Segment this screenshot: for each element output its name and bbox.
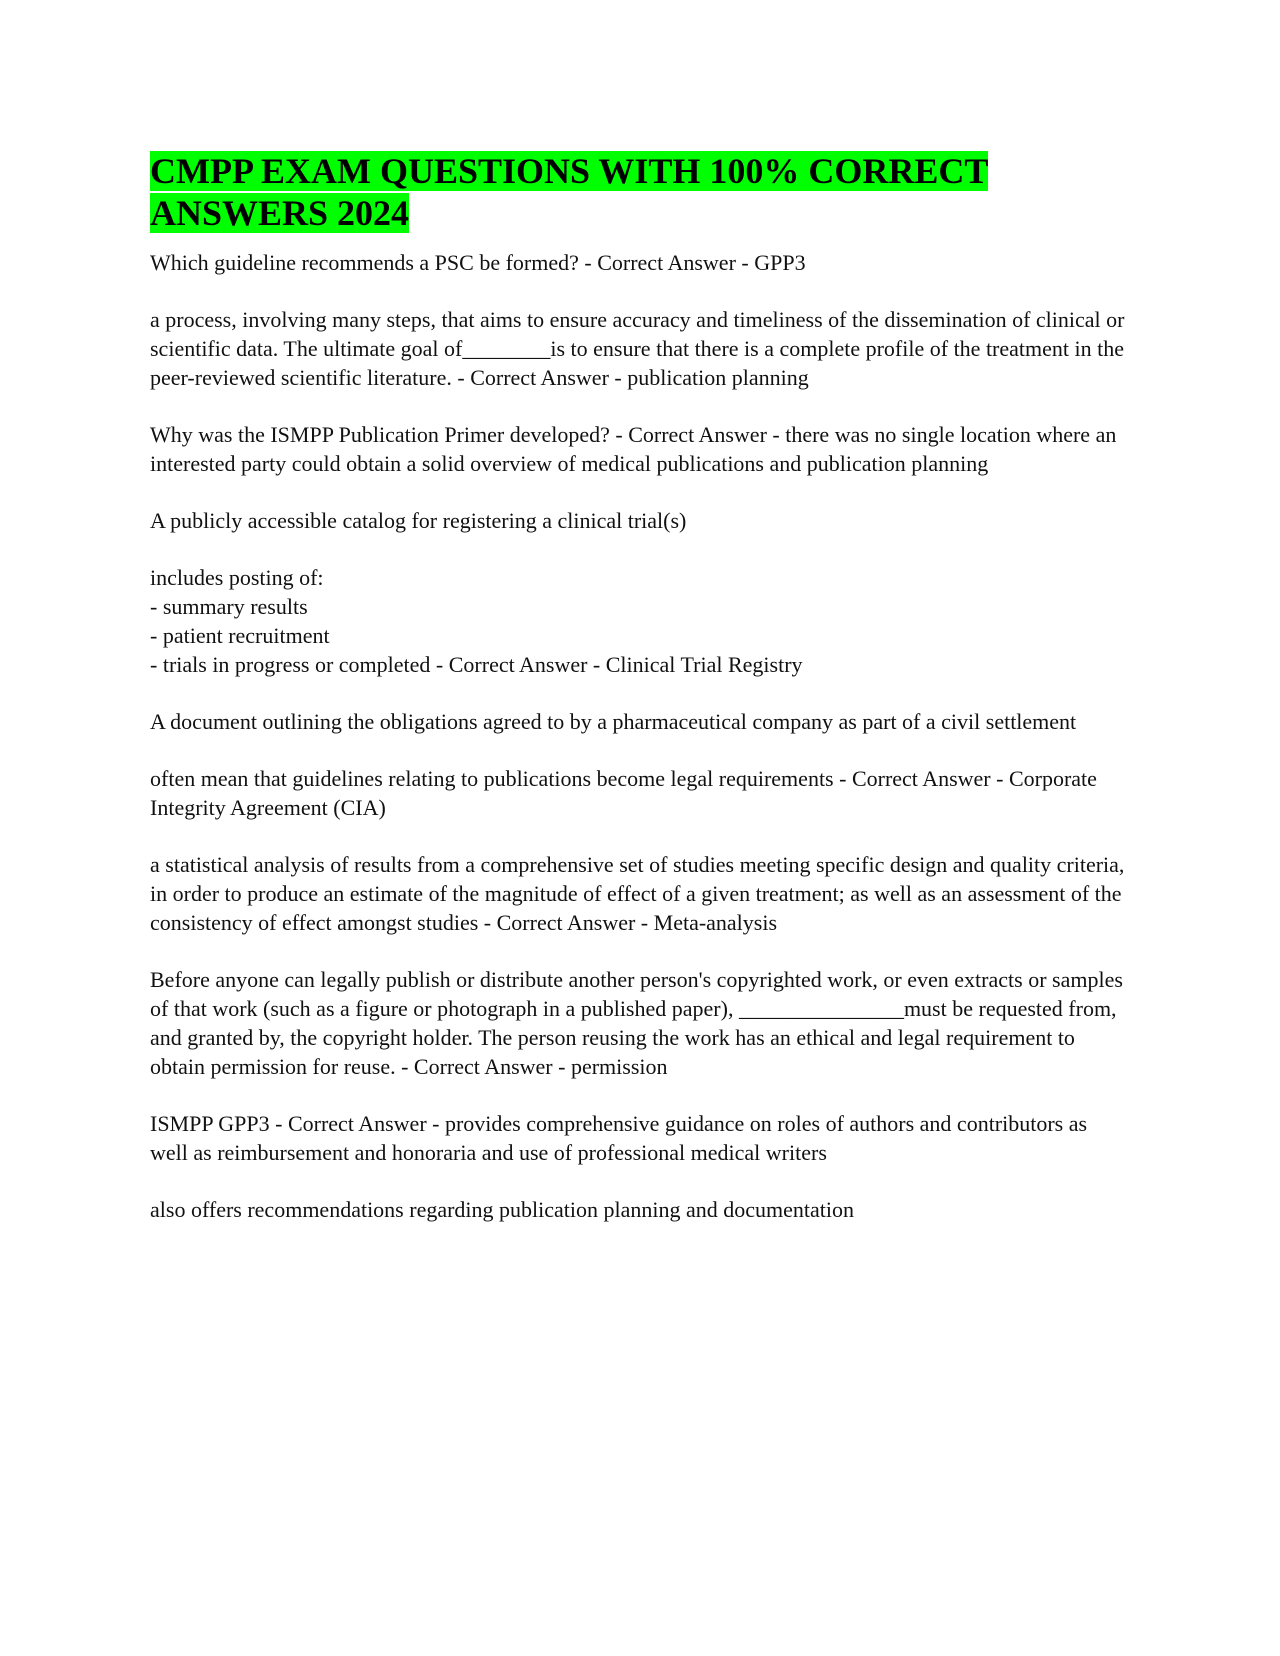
paragraph-permission: Before anyone can legally publish or distribute another person's copyrighted work, or even extracts or samples of that work (such as a figure or photograph in a published paper), _______________must be requested from, and granted by, the copyright holder. The person reusing the work has an ethical and legal requirement to obtain permission for reuse. - Correct Answer - permission: [150, 967, 1123, 1079]
paragraph-gpp3-more: also offers recommendations regarding publication planning and documentation: [150, 1197, 855, 1222]
paragraph-psc-guideline: Which guideline recommends a PSC be formed? - Correct Answer - GPP3: [150, 250, 806, 275]
document-page: [150, 150, 1130, 1252]
paragraph-publication-planning: a process, involving many steps, that aims to ensure accuracy and timeliness of the dissemination of clinical or scientific data. The ultimate goal of________is to ensure that there is a complete profile of the treatment in the peer-reviewed scientific literature. - Correct Answer - publication planning: [150, 307, 1125, 390]
document-title: [150, 150, 1130, 234]
paragraph-gpp3: ISMPP GPP3 - Correct Answer - provides comprehensive guidance on roles of authors and contributors as well as reimbursement and honoraria and use of professional medical writers: [150, 1111, 1088, 1165]
paragraph-meta-analysis: a statistical analysis of results from a comprehensive set of studies meeting specific design and quality criteria, in order to produce an estimate of the magnitude of effect of a given treatment; as well as an assessment of the consistency of effect amongst studies - Correct Answer - Meta-analysis: [150, 852, 1125, 935]
paragraph-registry-intro: A publicly accessible catalog for registering a clinical trial(s): [150, 508, 687, 533]
paragraph-registry-list: includes posting of: - summary results - patient recruitment - trials in progress or completed - Correct Answer - Clinical Trial Registry: [150, 565, 803, 677]
paragraph-cia-intro: A document outlining the obligations agreed to by a pharmaceutical company as part of a civil settlement: [150, 709, 1077, 734]
document-title-text: CMPP EXAM QUESTIONS WITH 100% CORRECT ANSWERS 2024: [150, 151, 989, 233]
paragraph-cia-answer: often mean that guidelines relating to publications become legal requirements - Correct Answer - Corporate Integrity Agreement (CIA): [150, 766, 1097, 820]
paragraph-primer: Why was the ISMPP Publication Primer developed? - Correct Answer - there was no single location where an interested party could obtain a solid overview of medical publications and publication planning: [150, 422, 1117, 476]
